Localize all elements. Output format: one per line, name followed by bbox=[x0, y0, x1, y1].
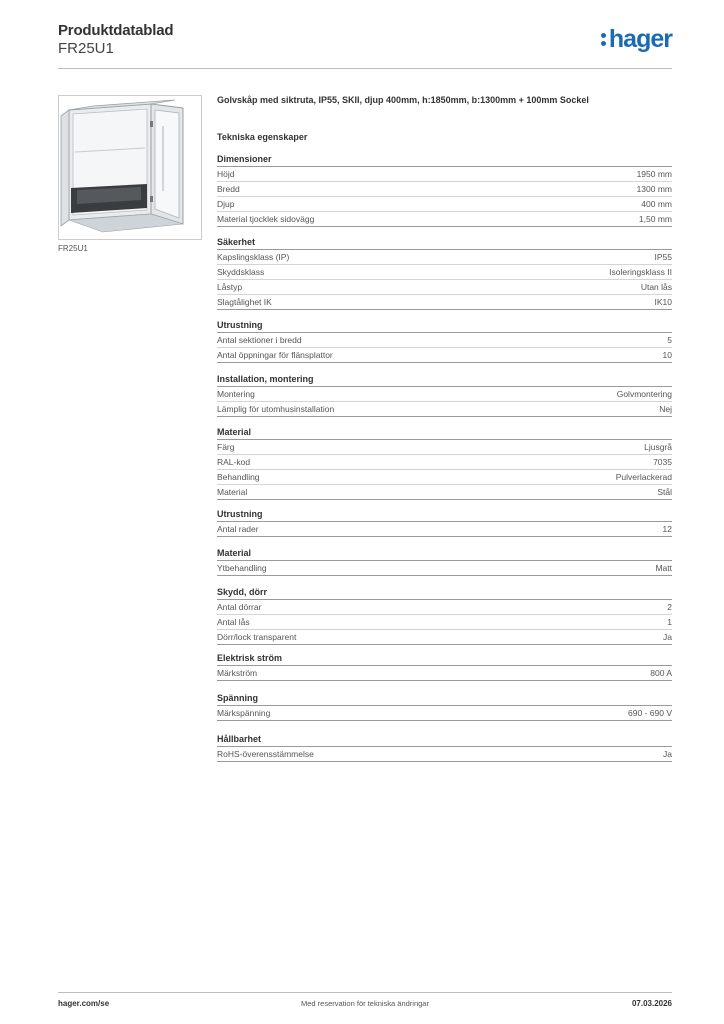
spec-value: 5 bbox=[667, 335, 672, 345]
spec-row bbox=[217, 561, 672, 576]
spec-label: Låstyp bbox=[217, 282, 243, 292]
spec-value: 1300 mm bbox=[636, 184, 672, 194]
spec-value: IK10 bbox=[654, 297, 672, 307]
spec-section bbox=[217, 507, 672, 537]
spec-value: Ja bbox=[663, 749, 672, 759]
spec-value: Ja bbox=[663, 632, 672, 642]
spec-label: Kapslingsklass (IP) bbox=[217, 252, 290, 262]
spec-value: 7035 bbox=[653, 457, 672, 467]
spec-label: RAL-kod bbox=[217, 457, 251, 467]
spec-row bbox=[217, 470, 672, 485]
spec-row bbox=[217, 387, 672, 402]
hager-logo bbox=[600, 27, 672, 52]
spec-label: Bredd bbox=[217, 184, 240, 194]
image-caption: FR25U1 bbox=[58, 244, 88, 253]
spec-row bbox=[217, 600, 672, 615]
spec-row bbox=[217, 167, 672, 182]
spec-label: Montering bbox=[217, 389, 255, 399]
cabinet-illustration bbox=[59, 96, 201, 239]
spec-label: Antal rader bbox=[217, 524, 259, 534]
spec-label: Djup bbox=[217, 199, 235, 209]
spec-label: RoHS-överensstämmelse bbox=[217, 749, 314, 759]
spec-section bbox=[217, 425, 672, 500]
spec-value: Stål bbox=[657, 487, 672, 497]
spec-row bbox=[217, 402, 672, 417]
logo-dots-icon bbox=[600, 27, 608, 47]
spec-row bbox=[217, 265, 672, 280]
section-title: Spänning bbox=[217, 691, 672, 706]
section-title: Dimensioner bbox=[217, 152, 672, 167]
technical-properties-heading: Tekniska egenskaper bbox=[217, 132, 308, 142]
spec-row bbox=[217, 630, 672, 645]
spec-label: Skyddsklass bbox=[217, 267, 265, 277]
spec-value: Pulverlackerad bbox=[615, 472, 672, 482]
spec-label: Material tjocklek sidovägg bbox=[217, 214, 315, 224]
spec-section bbox=[217, 372, 672, 417]
spec-value: Nej bbox=[659, 404, 672, 414]
logo-text: hager bbox=[608, 25, 672, 53]
spec-value: 2 bbox=[667, 602, 672, 612]
product-code: FR25U1 bbox=[58, 40, 114, 57]
footer-date: 07.03.2026 bbox=[631, 999, 672, 1008]
spec-row bbox=[217, 747, 672, 762]
spec-row bbox=[217, 706, 672, 721]
section-title: Skydd, dörr bbox=[217, 585, 672, 600]
section-title: Hållbarhet bbox=[217, 732, 672, 747]
spec-label: Slagtålighet IK bbox=[217, 297, 272, 307]
spec-value: Golvmontering bbox=[616, 389, 672, 399]
footer-disclaimer: Med reservation för tekniska ändringar bbox=[301, 999, 429, 1008]
spec-value: 12 bbox=[662, 524, 672, 534]
spec-section bbox=[217, 235, 672, 310]
spec-section bbox=[217, 318, 672, 363]
footer-website: hager.com/se bbox=[58, 999, 110, 1008]
spec-row bbox=[217, 348, 672, 363]
document-title: Produktdatablad bbox=[58, 22, 174, 39]
spec-row bbox=[217, 280, 672, 295]
spec-value: 10 bbox=[662, 350, 672, 360]
section-title: Utrustning bbox=[217, 318, 672, 333]
product-image bbox=[58, 95, 202, 240]
page-footer bbox=[58, 992, 672, 1013]
spec-section bbox=[217, 546, 672, 576]
spec-row bbox=[217, 440, 672, 455]
spec-label: Material bbox=[217, 487, 248, 497]
product-description: Golvskåp med siktruta, IP55, SKII, djup 400mm, h:1850mm, b:1300mm + 100mm Sockel bbox=[217, 95, 589, 105]
spec-value: 400 mm bbox=[641, 199, 672, 209]
spec-value: 1,50 mm bbox=[638, 214, 672, 224]
section-title: Utrustning bbox=[217, 507, 672, 522]
spec-value: Matt bbox=[655, 563, 672, 573]
spec-value: IP55 bbox=[654, 252, 672, 262]
section-title: Material bbox=[217, 425, 672, 440]
spec-value: 800 A bbox=[650, 668, 672, 678]
spec-row bbox=[217, 666, 672, 681]
spec-row bbox=[217, 485, 672, 500]
spec-value: Ljusgrå bbox=[644, 442, 672, 452]
spec-row bbox=[217, 197, 672, 212]
spec-row bbox=[217, 522, 672, 537]
spec-label: Behandling bbox=[217, 472, 260, 482]
spec-section bbox=[217, 732, 672, 762]
section-title: Installation, montering bbox=[217, 372, 672, 387]
spec-label: Antal öppningar för flänsplattor bbox=[217, 350, 333, 360]
spec-value: 1950 mm bbox=[636, 169, 672, 179]
spec-row bbox=[217, 250, 672, 265]
spec-value: 690 - 690 V bbox=[628, 708, 672, 718]
section-title: Elektrisk ström bbox=[217, 651, 672, 666]
spec-label: Höjd bbox=[217, 169, 235, 179]
spec-section bbox=[217, 651, 672, 681]
spec-label: Lämplig för utomhusinstallation bbox=[217, 404, 335, 414]
page-header bbox=[58, 22, 672, 69]
section-title: Material bbox=[217, 546, 672, 561]
spec-row bbox=[217, 182, 672, 197]
spec-value: Isoleringsklass II bbox=[609, 267, 672, 277]
spec-value: Utan lås bbox=[640, 282, 672, 292]
spec-row bbox=[217, 212, 672, 227]
spec-label: Färg bbox=[217, 442, 235, 452]
spec-section bbox=[217, 585, 672, 645]
spec-label: Märkström bbox=[217, 668, 258, 678]
spec-row bbox=[217, 295, 672, 310]
spec-label: Märkspänning bbox=[217, 708, 271, 718]
spec-row bbox=[217, 615, 672, 630]
spec-label: Antal dörrar bbox=[217, 602, 262, 612]
spec-section bbox=[217, 152, 672, 227]
spec-label: Dörr/lock transparent bbox=[217, 632, 297, 642]
spec-label: Antal lås bbox=[217, 617, 250, 627]
spec-section bbox=[217, 691, 672, 721]
section-title: Säkerhet bbox=[217, 235, 672, 250]
spec-row bbox=[217, 333, 672, 348]
spec-value: 1 bbox=[667, 617, 672, 627]
spec-label: Ytbehandling bbox=[217, 563, 267, 573]
spec-label: Antal sektioner i bredd bbox=[217, 335, 302, 345]
spec-row bbox=[217, 455, 672, 470]
